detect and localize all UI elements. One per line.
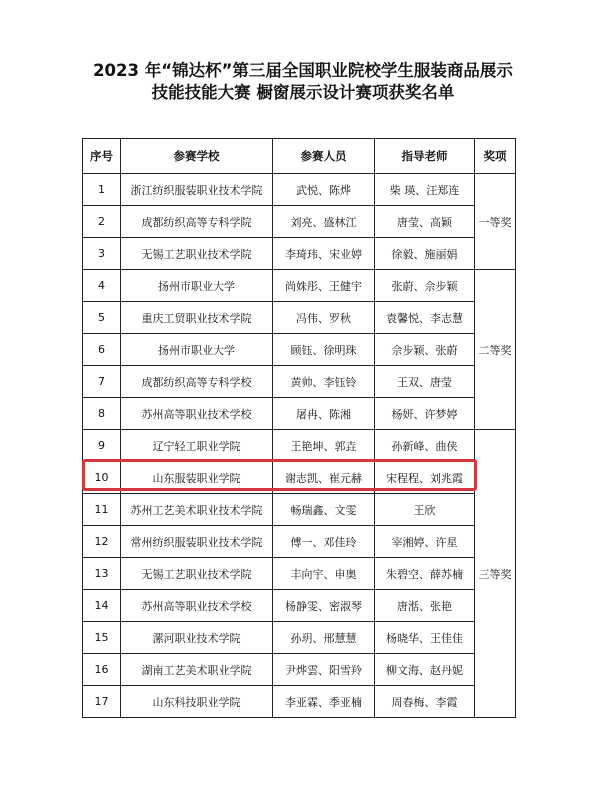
document-title (0, 60, 606, 104)
table-row (83, 302, 516, 334)
awards-table (82, 138, 516, 718)
cell-school: 漯河职业技术学院 (121, 622, 273, 654)
cell-participants: 顾钰、徐明珠 (273, 334, 375, 366)
header-index: 序号 (83, 139, 121, 174)
cell-teachers: 孙新峰、曲侠 (375, 430, 475, 462)
cell-school: 苏州高等职业技术学校 (121, 398, 273, 430)
cell-school: 山东科技职业学院 (121, 686, 273, 718)
table-row (83, 430, 516, 462)
cell-index: 16 (83, 654, 121, 686)
cell-school: 湖南工艺美术职业学院 (121, 654, 273, 686)
table-row (83, 270, 516, 302)
cell-teachers: 宰湘婷、许星 (375, 526, 475, 558)
cell-index: 14 (83, 590, 121, 622)
table-row (83, 206, 516, 238)
cell-index: 4 (83, 270, 121, 302)
cell-teachers: 王双、唐莹 (375, 366, 475, 398)
award-third: 三等奖 (475, 430, 516, 718)
cell-participants: 李琦玮、宋业婷 (273, 238, 375, 270)
cell-participants: 李亚霖、季亚楠 (273, 686, 375, 718)
cell-index: 17 (83, 686, 121, 718)
cell-school: 辽宁轻工职业学院 (121, 430, 273, 462)
cell-school: 成都纺织高等专科学校 (121, 366, 273, 398)
table-header-row (83, 139, 516, 174)
header-teachers: 指导老师 (375, 139, 475, 174)
award-second: 二等奖 (475, 270, 516, 430)
table-row (83, 622, 516, 654)
cell-participants: 黄帅、李钰铃 (273, 366, 375, 398)
cell-index: 15 (83, 622, 121, 654)
table-row (83, 494, 516, 526)
cell-index: 9 (83, 430, 121, 462)
cell-teachers: 张蔚、佘步颖 (375, 270, 475, 302)
title-line-2: 技能技能大赛 橱窗展示设计赛项获奖名单 (151, 83, 455, 102)
cell-teachers: 杨妍、许梦婷 (375, 398, 475, 430)
title-line-1: 2023 年“锦达杯”第三届全国职业院校学生服装商品展示 (93, 61, 513, 80)
highlight-box (82, 459, 477, 491)
cell-teachers: 宋程程、刘兆霞 (375, 462, 475, 494)
cell-participants: 谢志凯、崔元赫 (273, 462, 375, 494)
table-row (83, 334, 516, 366)
cell-teachers: 柳文海、赵丹妮 (375, 654, 475, 686)
cell-teachers: 周春梅、李霞 (375, 686, 475, 718)
cell-teachers: 唐莹、高颖 (375, 206, 475, 238)
cell-school: 成都纺织高等专科学院 (121, 206, 273, 238)
award-first: 一等奖 (475, 174, 516, 270)
table-row (83, 238, 516, 270)
cell-participants: 傅一、邓佳玲 (273, 526, 375, 558)
cell-school: 常州纺织服装职业技术学院 (121, 526, 273, 558)
cell-school: 扬州市职业大学 (121, 334, 273, 366)
cell-participants: 孙玥、邢慧慧 (273, 622, 375, 654)
table-row (83, 366, 516, 398)
cell-index: 11 (83, 494, 121, 526)
cell-index: 5 (83, 302, 121, 334)
cell-participants: 尹烨雲、阳雪羚 (273, 654, 375, 686)
cell-school: 无锡工艺职业技术学院 (121, 558, 273, 590)
cell-index: 8 (83, 398, 121, 430)
table-row (83, 654, 516, 686)
cell-index: 13 (83, 558, 121, 590)
cell-teachers: 徐毅、施丽娟 (375, 238, 475, 270)
table-row (83, 398, 516, 430)
header-award: 奖项 (475, 139, 516, 174)
table-row (83, 590, 516, 622)
cell-participants: 王艳坤、郭垚 (273, 430, 375, 462)
cell-index: 2 (83, 206, 121, 238)
cell-teachers: 佘步颖、张蔚 (375, 334, 475, 366)
cell-participants: 尚姝彤、王健宇 (273, 270, 375, 302)
cell-school: 浙江纺织服装职业技术学院 (121, 174, 273, 206)
cell-participants: 武悦、陈烨 (273, 174, 375, 206)
cell-index: 10 (83, 462, 121, 494)
cell-index: 3 (83, 238, 121, 270)
cell-school: 山东服装职业学院 (121, 462, 273, 494)
cell-index: 1 (83, 174, 121, 206)
cell-school: 无锡工艺职业技术学院 (121, 238, 273, 270)
header-school: 参赛学校 (121, 139, 273, 174)
table-row (83, 686, 516, 718)
cell-index: 7 (83, 366, 121, 398)
cell-index: 6 (83, 334, 121, 366)
header-participants: 参赛人员 (273, 139, 375, 174)
cell-index: 12 (83, 526, 121, 558)
cell-school: 苏州高等职业技术学校 (121, 590, 273, 622)
cell-school: 苏州工艺美术职业技术学院 (121, 494, 273, 526)
cell-participants: 刘亮、盛林江 (273, 206, 375, 238)
cell-teachers: 王欣 (375, 494, 475, 526)
table-row (83, 174, 516, 206)
cell-school: 重庆工贸职业技术学院 (121, 302, 273, 334)
cell-teachers: 柴 瑛、汪郑连 (375, 174, 475, 206)
table-row (83, 558, 516, 590)
cell-teachers: 袁馨悦、李志慧 (375, 302, 475, 334)
cell-participants: 丰向宇、申奥 (273, 558, 375, 590)
cell-teachers: 杨晓华、王佳佳 (375, 622, 475, 654)
cell-participants: 屠冉、陈湘 (273, 398, 375, 430)
cell-participants: 杨静雯、密淑琴 (273, 590, 375, 622)
cell-teachers: 唐湉、张艳 (375, 590, 475, 622)
cell-school: 扬州市职业大学 (121, 270, 273, 302)
table-row (83, 526, 516, 558)
cell-participants: 冯伟、罗秋 (273, 302, 375, 334)
cell-participants: 畅瑞鑫、文雯 (273, 494, 375, 526)
cell-teachers: 朱碧空、薛苏楠 (375, 558, 475, 590)
